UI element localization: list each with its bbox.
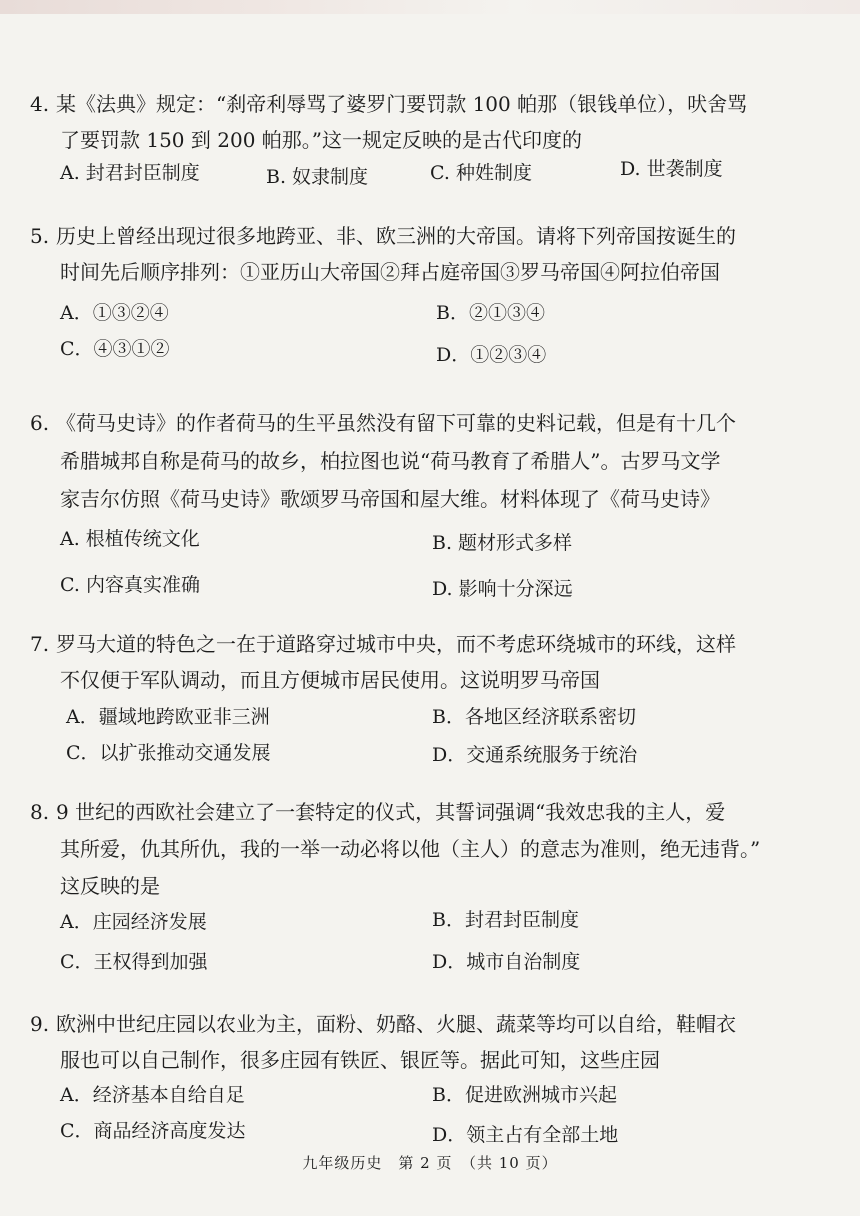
- stem-line: 家吉尔仿照《荷马史诗》歌颂罗马帝国和屋大维。材料体现了《荷马史诗》: [60, 487, 720, 511]
- option-d[interactable]: D．领主占有全部土地: [432, 1124, 619, 1146]
- options: [30, 158, 830, 198]
- stem-line: 欧洲中世纪庄园以农业为主，面粉、奶酪、火腿、蔬菜等均可以自给，鞋帽衣: [56, 1012, 736, 1036]
- question-number: 7.: [30, 632, 50, 656]
- option-b[interactable]: B．封君封臣制度: [432, 909, 579, 931]
- options: [30, 298, 830, 334]
- stem-line: 时间先后顺序排列：①亚历山大帝国②拜占庭帝国③罗马帝国④阿拉伯帝国: [60, 260, 720, 284]
- stem-line: 这反映的是: [60, 874, 160, 898]
- stem-line: 服也可以自己制作，很多庄园有铁匠、银匠等。据此可知，这些庄园: [60, 1048, 660, 1072]
- options: [30, 702, 830, 738]
- option-b[interactable]: B. 奴隶制度: [266, 166, 369, 188]
- option-a[interactable]: A．经济基本自给自足: [60, 1084, 245, 1106]
- question-6: [30, 404, 830, 610]
- page-footer: 九年级历史 第 2 页 （共 10 页）: [302, 1154, 558, 1172]
- options: [30, 907, 830, 947]
- stem-line: 9 世纪的西欧社会建立了一套特定的仪式，其誓词强调“我效忠我的主人，爱: [56, 800, 726, 824]
- options: [30, 524, 830, 570]
- options: [30, 947, 830, 987]
- question-stem: [30, 218, 830, 290]
- option-a[interactable]: A. 根植传统文化: [60, 528, 200, 550]
- stem-line: 了要罚款 150 到 200 帕那。”这一规定反映的是古代印度的: [60, 128, 583, 152]
- stem-line: 罗马大道的特色之一在于道路穿过城市中央，而不考虑环绕城市的环线，这样: [56, 632, 736, 656]
- options: [30, 1080, 830, 1116]
- option-c[interactable]: C．④③①②: [60, 338, 170, 360]
- option-c[interactable]: C．以扩张推动交通发展: [66, 742, 271, 764]
- question-8: [30, 794, 830, 987]
- option-d[interactable]: D．交通系统服务于统治: [432, 744, 638, 766]
- question-9: [30, 1006, 830, 1152]
- option-b[interactable]: B．②①③④: [436, 302, 545, 324]
- option-a[interactable]: A. 封君封臣制度: [60, 162, 200, 184]
- stem-line: 希腊城邦自称是荷马的故乡，柏拉图也说“荷马教育了希腊人”。古罗马文学: [60, 449, 721, 473]
- question-number: 5.: [30, 224, 50, 248]
- question-5: [30, 218, 830, 370]
- option-a[interactable]: A．疆域地跨欧亚非三洲: [66, 706, 270, 728]
- options: [30, 570, 830, 610]
- question-7: [30, 626, 830, 778]
- stem-line: 其所爱，仇其所仇，我的一举一动必将以他（主人）的意志为准则，绝无违背。”: [60, 837, 761, 861]
- question-number: 6.: [30, 411, 50, 435]
- question-number: 4.: [30, 92, 50, 116]
- question-stem: [30, 404, 830, 518]
- question-number: 9.: [30, 1012, 50, 1036]
- option-d[interactable]: D．城市自治制度: [432, 951, 581, 973]
- stem-line: 某《法典》规定：“刹帝利辱骂了婆罗门要罚款 100 帕那（银钱单位），吠舍骂: [56, 92, 748, 116]
- options: [30, 334, 830, 370]
- question-4: [30, 86, 830, 198]
- option-b[interactable]: B. 题材形式多样: [432, 532, 573, 554]
- stem-line: 《荷马史诗》的作者荷马的生平虽然没有留下可靠的史料记载，但是有十几个: [56, 411, 736, 435]
- option-c[interactable]: C．王权得到加强: [60, 951, 208, 973]
- option-d[interactable]: D. 世袭制度: [620, 158, 723, 180]
- option-d[interactable]: D. 影响十分深远: [432, 578, 573, 600]
- stem-line: 不仅便于军队调动，而且方便城市居民使用。这说明罗马帝国: [60, 668, 600, 692]
- option-c[interactable]: C. 内容真实准确: [60, 574, 200, 596]
- option-a[interactable]: A．①③②④: [60, 302, 169, 324]
- stem-line: 历史上曾经出现过很多地跨亚、非、欧三洲的大帝国。请将下列帝国按诞生的: [56, 224, 736, 248]
- options: [30, 1116, 830, 1152]
- option-d[interactable]: D．①②③④: [436, 344, 547, 366]
- options: [30, 738, 830, 778]
- question-stem: [30, 794, 830, 905]
- option-c[interactable]: C．商品经济高度发达: [60, 1120, 246, 1142]
- option-b[interactable]: B．促进欧洲城市兴起: [432, 1084, 617, 1106]
- option-b[interactable]: B．各地区经济联系密切: [432, 706, 636, 728]
- option-a[interactable]: A．庄园经济发展: [60, 911, 207, 933]
- question-stem: [30, 626, 830, 698]
- question-number: 8.: [30, 800, 50, 824]
- option-c[interactable]: C. 种姓制度: [430, 162, 532, 184]
- question-stem: [30, 1006, 830, 1078]
- question-stem: [30, 86, 830, 158]
